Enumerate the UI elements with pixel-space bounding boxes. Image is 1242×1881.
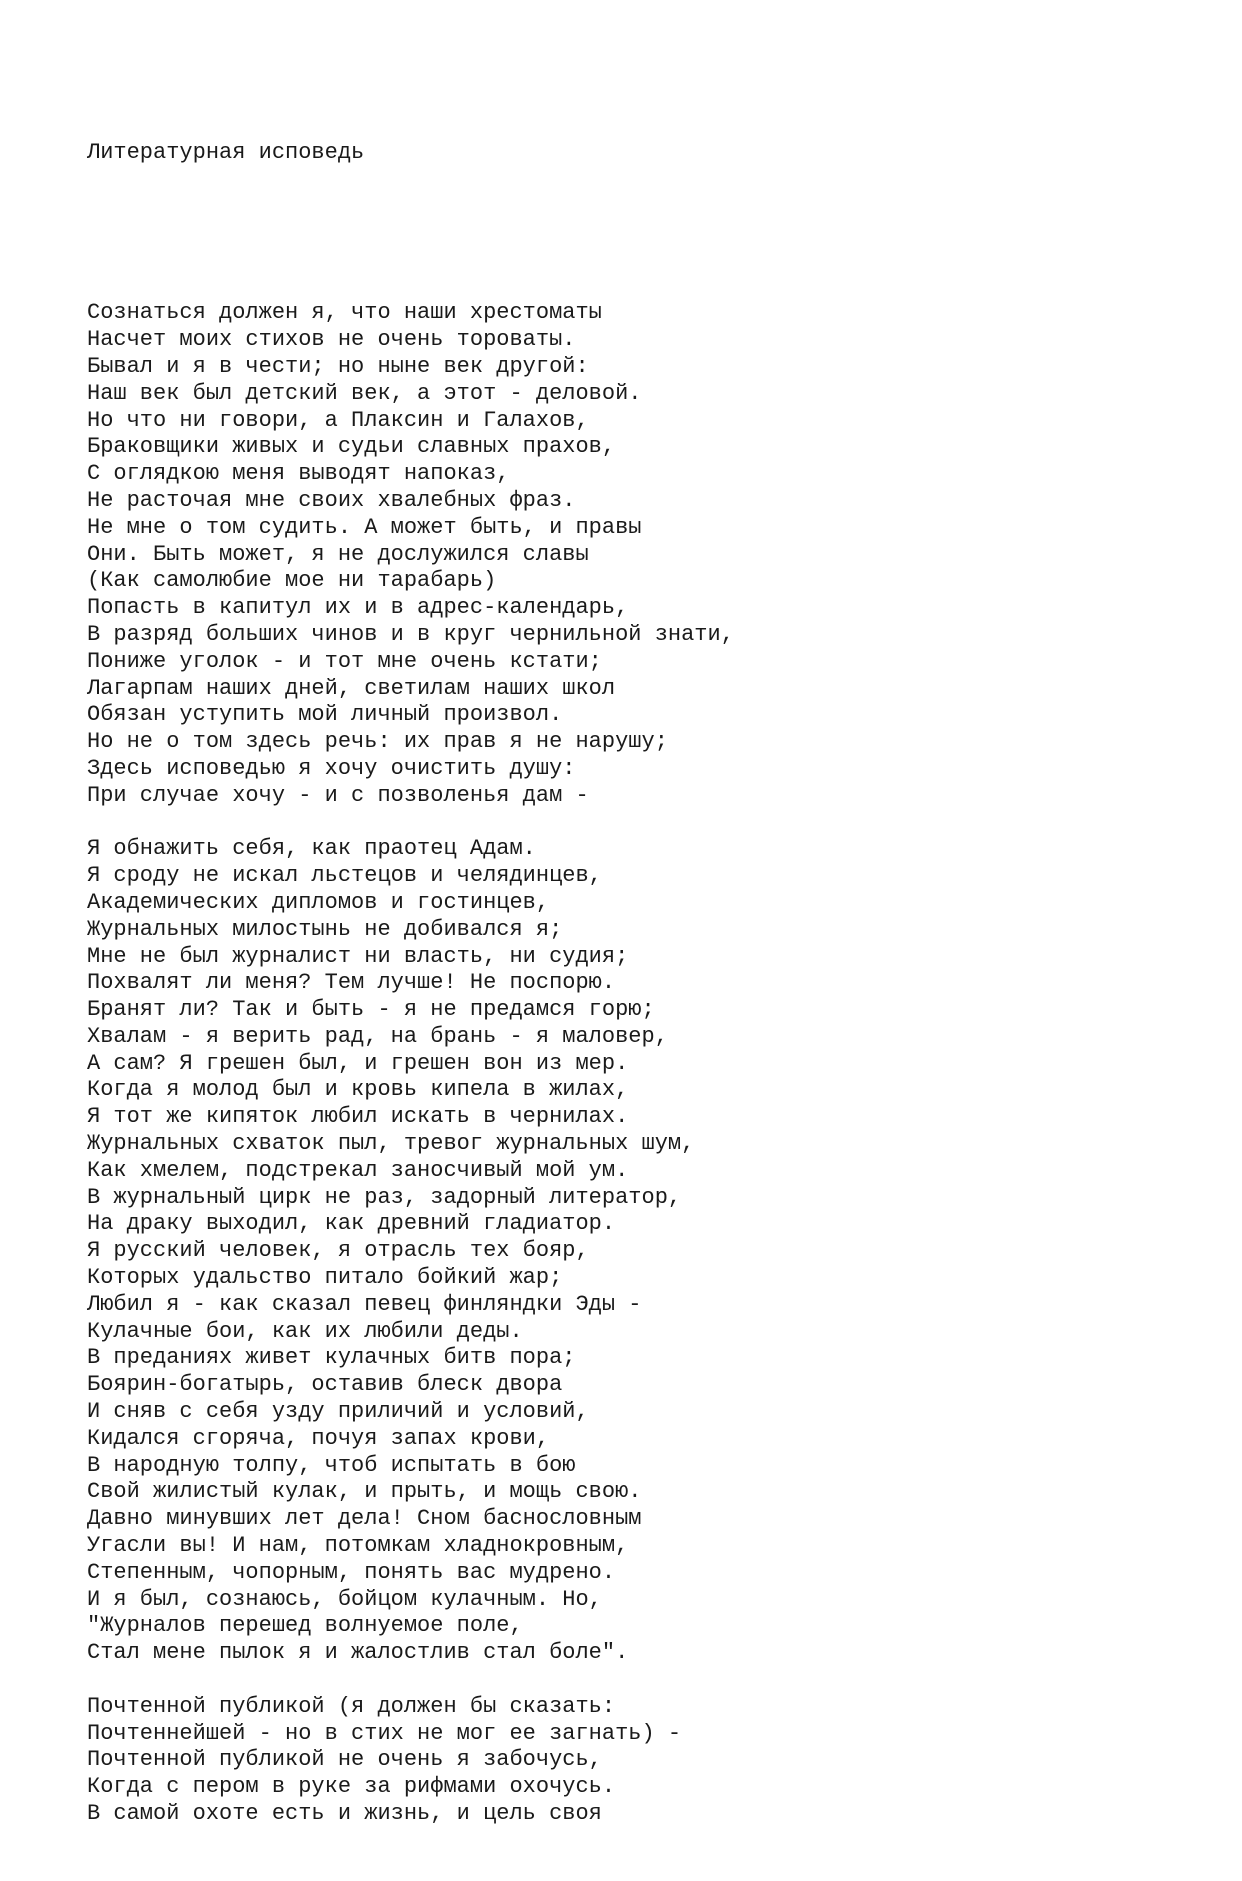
poem-line: Бывал и я в чести; но ныне век другой: bbox=[87, 353, 589, 379]
poem-line: Как хмелем, подстрекал заносчивый мой ум. bbox=[87, 1157, 629, 1183]
poem-line: На драку выходил, как древний гладиатор. bbox=[87, 1211, 616, 1237]
poem-line: Свой жилистый кулак, и прыть, и мощь свою. bbox=[87, 1479, 642, 1505]
poem-line: Боярин-богатырь, оставив блеск двора bbox=[87, 1372, 563, 1398]
poem-line: Но что ни говори, а Плаксин и Галахов, bbox=[87, 407, 589, 433]
poem-line: Стал мене пылок я и жалостлив стал боле". bbox=[87, 1640, 629, 1666]
poem-line: Любил я - как сказал певец финляндки Эды - bbox=[87, 1291, 642, 1317]
poem-line: Попасть в капитул их и в адрес-календарь, bbox=[87, 595, 629, 621]
poem-line: Почтеннейшей - но в стих не мог ее загнать) - bbox=[87, 1720, 682, 1746]
poem-line: Журнальных схваток пыл, тревог журнальных шум, bbox=[87, 1131, 695, 1157]
poem-line: Кулачные бои, как их любили деды. bbox=[87, 1318, 523, 1344]
poem-body bbox=[87, 300, 734, 1827]
stanza-2 bbox=[87, 836, 734, 1667]
poem-line: Я обнажить себя, как праотец Адам. bbox=[87, 836, 536, 862]
poem-line: Я сроду не искал льстецов и челядинцев, bbox=[87, 863, 602, 889]
poem-line: Почтенной публикой не очень я забочусь, bbox=[87, 1747, 602, 1773]
poem-line: Здесь исповедью я хочу очистить душу: bbox=[87, 755, 576, 781]
poem-line: Похвалят ли меня? Тем лучше! Не поспорю. bbox=[87, 970, 616, 996]
poem-line: Насчет моих стихов не очень тороваты. bbox=[87, 327, 576, 353]
poem-line: С оглядкою меня выводят напоказ, bbox=[87, 461, 510, 487]
poem-line: Мне не был журналист ни власть, ни судия; bbox=[87, 943, 629, 969]
poem-line: Обязан уступить мой личный произвол. bbox=[87, 702, 563, 728]
poem-line: А сам? Я грешен был, и грешен вон из мер. bbox=[87, 1050, 629, 1076]
poem-line: Когда я молод был и кровь кипела в жилах, bbox=[87, 1077, 629, 1103]
poem-line: В разряд больших чинов и в круг чернильной знати, bbox=[87, 621, 734, 647]
poem-line: Степенным, чопорным, понять вас мудрено. bbox=[87, 1559, 616, 1585]
stanza-break bbox=[87, 1667, 734, 1694]
poem-line: Хвалам - я верить рад, на брань - я маловер, bbox=[87, 1023, 668, 1049]
poem-line: Академических дипломов и гостинцев, bbox=[87, 889, 550, 915]
poem-line: Угасли вы! И нам, потомкам хладнокровным, bbox=[87, 1533, 629, 1559]
poem-line: Пониже уголок - и тот мне очень кстати; bbox=[87, 648, 602, 674]
poem-line: Давно минувших лет дела! Сном баснословным bbox=[87, 1506, 642, 1532]
poem-line: В народную толпу, чтоб испытать в бою bbox=[87, 1452, 576, 1478]
poem-line: При случае хочу - и с позволенья дам - bbox=[87, 782, 589, 808]
poem-text-block bbox=[87, 86, 734, 1881]
poem-line: Журнальных милостынь не добивался я; bbox=[87, 916, 563, 942]
poem-line: В журнальный цирк не раз, задорный литератор, bbox=[87, 1184, 682, 1210]
poem-line: Которых удальство питало бойкий жар; bbox=[87, 1265, 563, 1291]
poem-line: Не расточая мне своих хвалебных фраз. bbox=[87, 487, 576, 513]
poem-line: Кидался сгоряча, почуя запах крови, bbox=[87, 1425, 550, 1451]
poem-line: В самой охоте есть и жизнь, и цель своя bbox=[87, 1801, 602, 1826]
poem-line: В преданиях живет кулачных битв пора; bbox=[87, 1345, 576, 1371]
poem-line: Лагарпам наших дней, светилам наших школ bbox=[87, 675, 616, 701]
poem-line: Бранят ли? Так и быть - я не предамся горю; bbox=[87, 997, 655, 1023]
poem-line: Почтенной публикой (я должен бы сказать: bbox=[87, 1693, 616, 1719]
poem-line: Они. Быть может, я не дослужился славы bbox=[87, 541, 589, 567]
stanza-3 bbox=[87, 1694, 734, 1828]
poem-line: Не мне о том судить. А может быть, и правы bbox=[87, 514, 642, 540]
blank-line bbox=[87, 220, 734, 247]
poem-line: Сознаться должен я, что наши хрестоматы bbox=[87, 300, 602, 326]
poem-title: Литературная исповедь bbox=[87, 139, 365, 165]
poem-line: Браковщики живых и судьи славных прахов, bbox=[87, 434, 616, 460]
poem-line: (Как самолюбие мое ни тарабарь) bbox=[87, 568, 497, 594]
poem-line: "Журналов перешед волнуемое поле, bbox=[87, 1613, 523, 1639]
poem-line: Наш век был детский век, а этот - деловой. bbox=[87, 380, 642, 406]
poem-line: Я тот же кипяток любил искать в чернилах. bbox=[87, 1104, 629, 1130]
poem-line: Я русский человек, я отрасль тех бояр, bbox=[87, 1238, 589, 1264]
poem-line: И я был, сознаюсь, бойцом кулачным. Но, bbox=[87, 1586, 602, 1612]
poem-line: Когда с пером в руке за рифмами охочусь. bbox=[87, 1774, 616, 1800]
poem-line: И сняв с себя узду приличий и условий, bbox=[87, 1399, 589, 1425]
stanza-break bbox=[87, 810, 734, 837]
stanza-1 bbox=[87, 300, 734, 809]
poem-line: Но не о том здесь речь: их прав я не нарушу; bbox=[87, 729, 668, 755]
